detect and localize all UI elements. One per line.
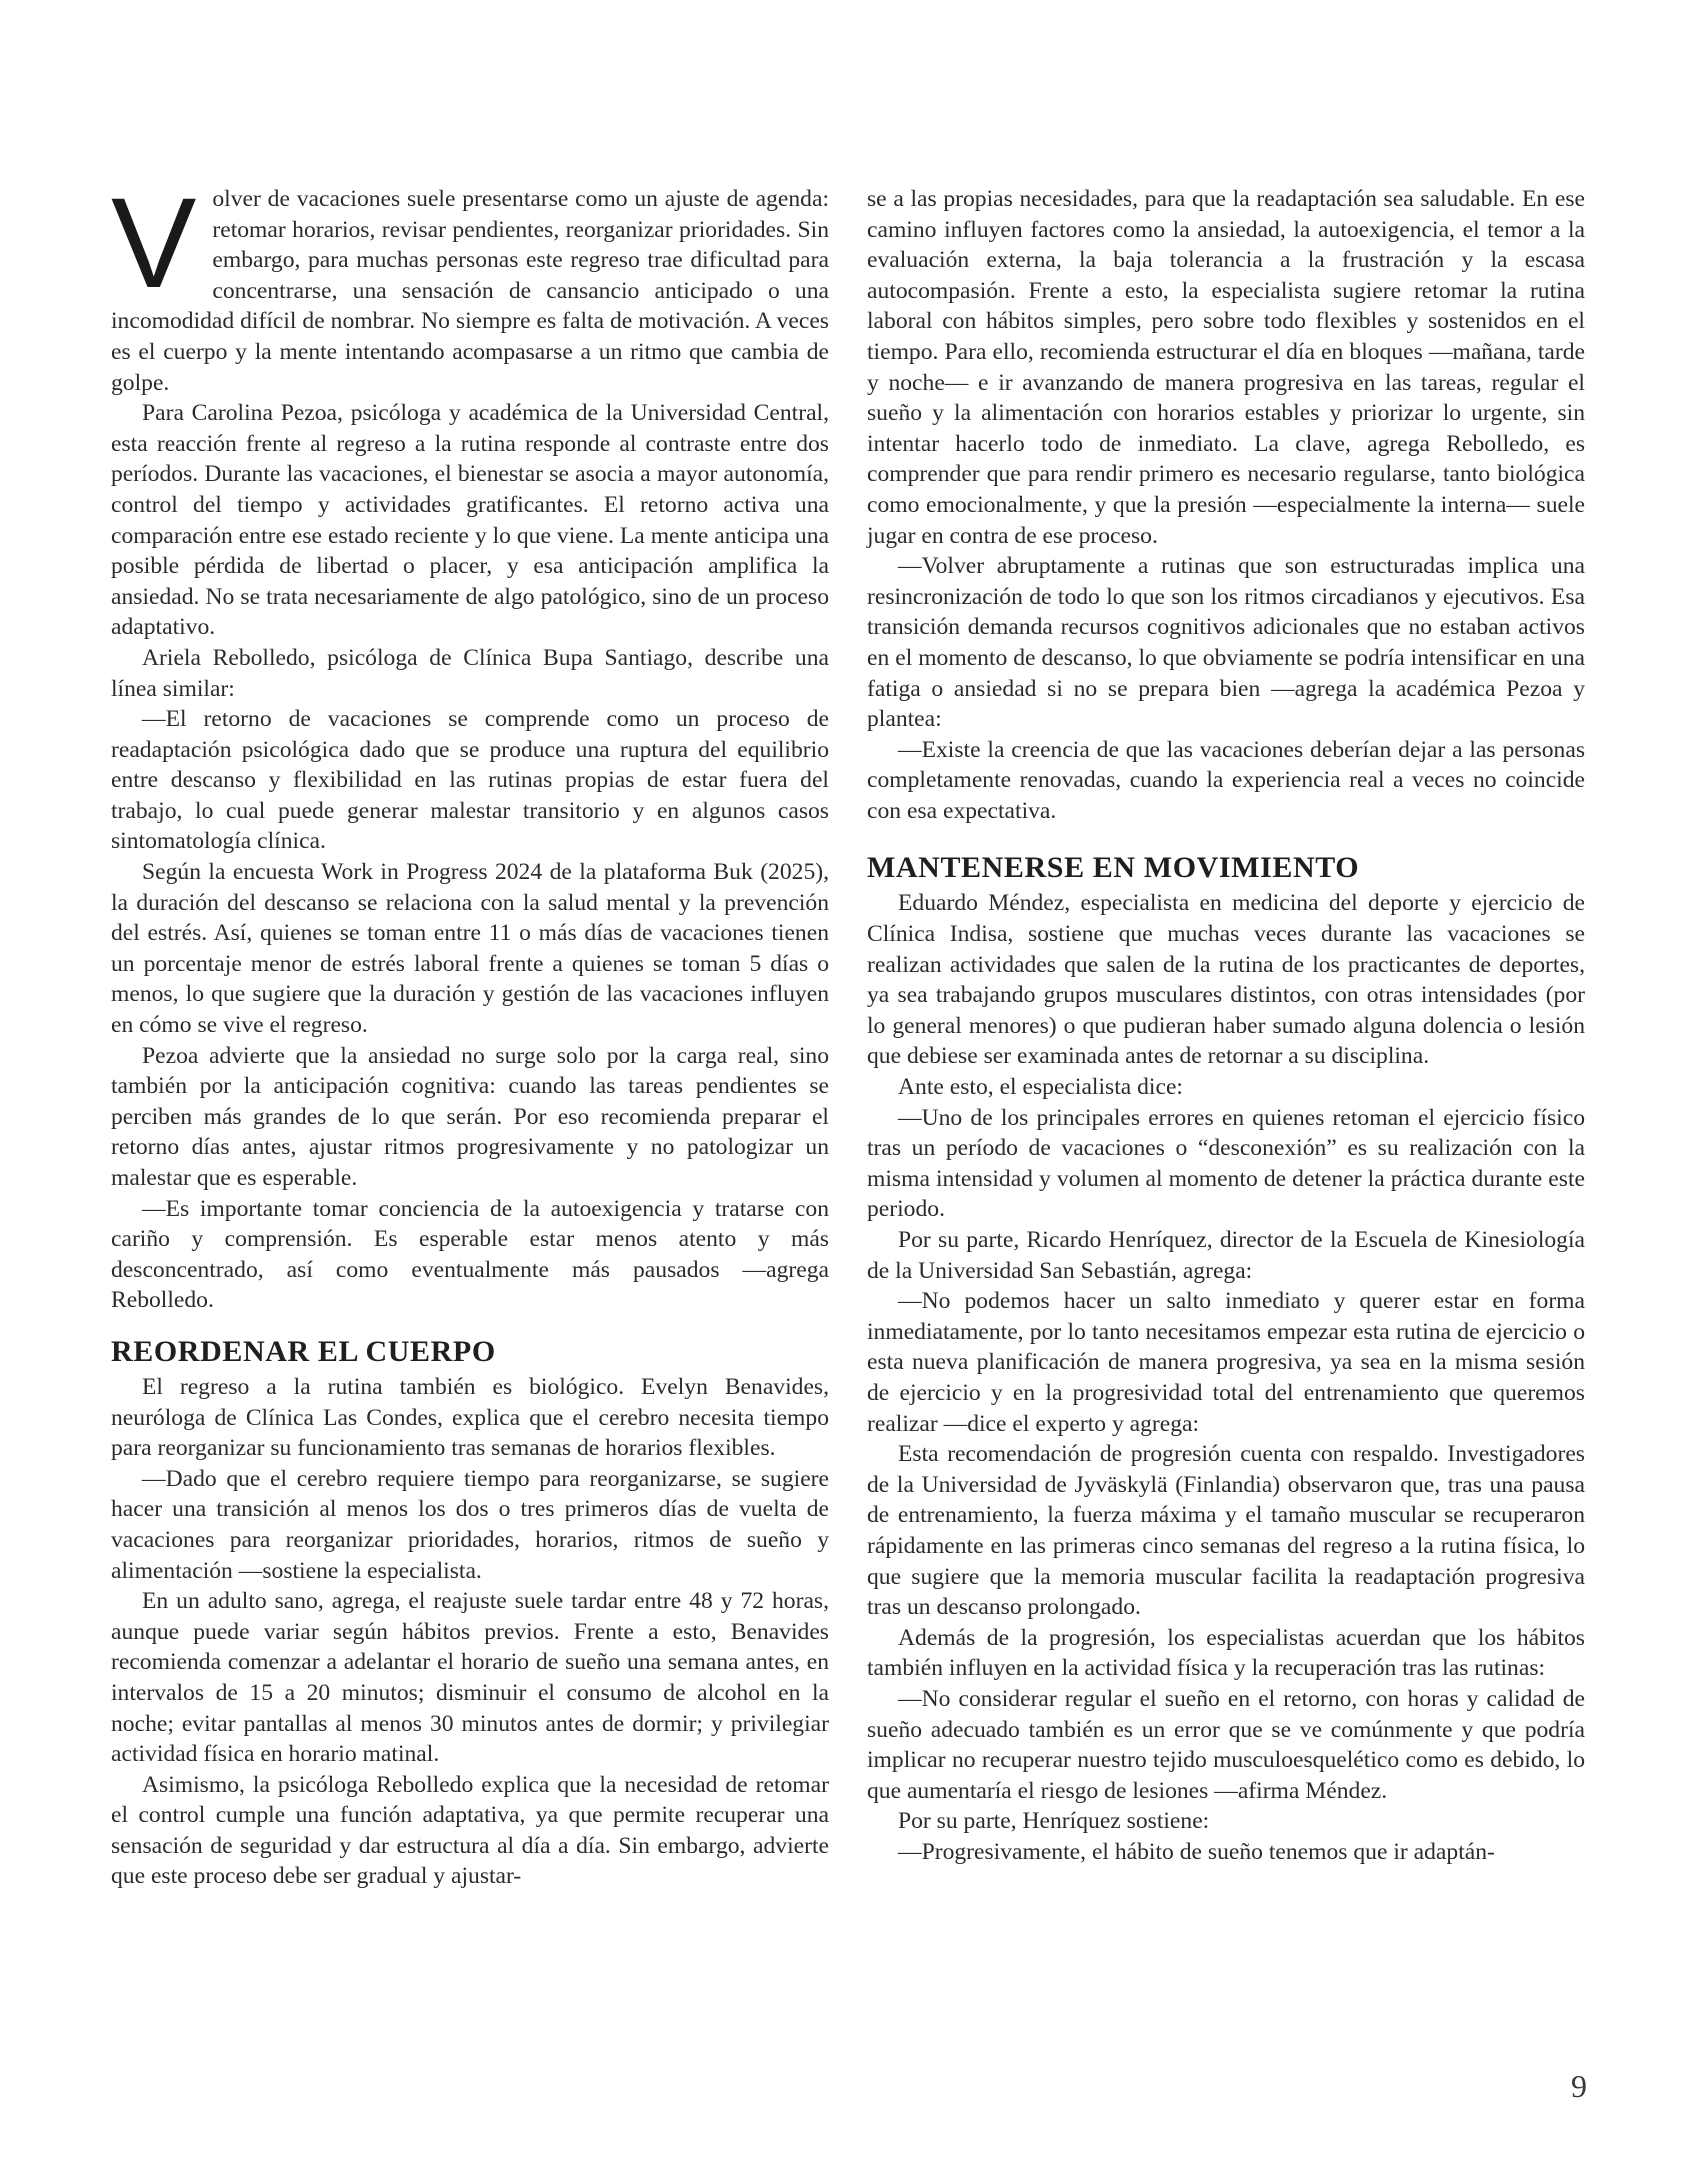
body-paragraph: Asimismo, la psicóloga Rebolledo explica que la necesidad de retomar el control cumple una función adaptativa, ya que permite recuperar una sensación de seguridad y dar estructura al día a día. Sin embargo, advierte que este proceso debe ser gradual y ajustar- xyxy=(111,1771,829,1890)
body-paragraph: Según la encuesta Work in Progress 2024 de la plataforma Buk (2025), la duración del descanso se relaciona con la salud mental y la prevención del estrés. Así, quienes se toman entre 11 o más días de vacaciones tienen un porcentaje menor de estrés laboral frente a quienes se toman 5 días o menos, lo que sugiere que la duración y gestión de las vacaciones influyen en cómo se vive el regreso. xyxy=(111,859,829,1039)
body-paragraph: Ariela Rebolledo, psicóloga de Clínica Bupa Santiago, describe una línea similar: xyxy=(111,644,829,702)
right-column xyxy=(867,184,1585,1867)
section-heading-mantenerse: MANTENERSE EN MOVIMIENTO xyxy=(867,851,1360,885)
quote-paragraph: —Dado que el cerebro requiere tiempo para reorganizarse, se sugiere hacer una transición al menos los dos o tres primeros días de vuelta de vacaciones para reorganizar prioridades, horarios, ritmos de sueño y alimentación —sostiene la especialista. xyxy=(111,1465,829,1584)
drop-cap-container xyxy=(111,172,197,315)
section-heading-reordenar: REORDENAR EL CUERPO xyxy=(111,1334,496,1368)
left-column xyxy=(111,172,829,1892)
quote-paragraph: —Progresivamente, el hábito de sueño tenemos que ir adaptán- xyxy=(898,1838,1495,1865)
quote-paragraph: —Es importante tomar conciencia de la autoexigencia y tratarse con cariño y comprensión. Es esperable estar menos atento y más desconcentrado, así como eventualmente más pausados —agrega Rebolledo. xyxy=(111,1195,829,1314)
body-paragraph: Esta recomendación de progresión cuenta con respaldo. Investigadores de la Universidad de Jyväskylä (Finlandia) observaron que, tras una pausa de entrenamiento, la fuerza máxima y el tamaño muscular se recuperaron rápidamente en las primeras cinco semanas del regreso a la rutina física, lo que sugiere que la memoria muscular facilita la readaptación progresiva tras un descanso prolongado. xyxy=(867,1441,1585,1621)
body-paragraph: Además de la progresión, los especialistas acuerdan que los hábitos también influyen en la actividad física y la recuperación tras las rutinas: xyxy=(867,1624,1585,1682)
page-number: 9 xyxy=(1571,2068,1587,2104)
body-paragraph: Ante esto, el especialista dice: xyxy=(898,1074,1183,1101)
quote-paragraph: —Existe la creencia de que las vacaciones deberían dejar a las personas completamente renovadas, cuando la experiencia real a veces no coincide con esa expectativa. xyxy=(867,736,1585,824)
body-paragraph: En un adulto sano, agrega, el reajuste suele tardar entre 48 y 72 horas, aunque puede variar según hábitos previos. Frente a esto, Benavides recomienda comenzar a adelantar el horario de sueño una semana antes, en intervalos de 15 a 20 minutos; disminuir el consumo de alcohol en la noche; evitar pantallas al menos 30 minutos antes de dormir; y privilegiar actividad física en horario matinal. xyxy=(111,1588,829,1768)
quote-paragraph: —No podemos hacer un salto inmediato y querer estar en forma inmediatamente, por lo tanto necesitamos empezar esta rutina de ejercicio o esta nueva planificación de manera progresiva, ya sea en la misma sesión de ejercicio y en la progresividad total del entrenamiento que queremos realizar —dice el experto y agrega: xyxy=(867,1288,1585,1437)
body-paragraph: El regreso a la rutina también es biológico. Evelyn Benavides, neuróloga de Clínica Las Condes, explica que el cerebro necesita tiempo para reorganizar su funcionamiento tras semanas de horarios flexibles. xyxy=(111,1373,829,1462)
body-paragraph: Por su parte, Henríquez sostiene: xyxy=(898,1808,1210,1835)
quote-paragraph: —Uno de los principales errores en quienes retoman el ejercicio físico tras un período de vacaciones o “desconexión” es su realización con la misma intensidad y volumen al momento de detener la práctica durante este periodo. xyxy=(867,1104,1585,1223)
quote-paragraph: —El retorno de vacaciones se comprende como un proceso de readaptación psicológica dado que se produce una ruptura del equilibrio entre descanso y flexibilidad en las rutinas propias de estar fuera del trabajo, lo cual puede generar malestar transitorio y en algunos casos sintomatología clínica. xyxy=(111,706,829,855)
quote-paragraph: —Volver abruptamente a rutinas que son estructuradas implica una resincronización de todo lo que son los ritmos circadianos y ejecutivos. Esa transición demanda recursos cognitivos adicionales que no estaban activos en el momento de descanso, lo que obviamente se podría intensificar en una fatiga o ansiedad si no se prepara bien —agrega la académica Pezoa y plantea: xyxy=(867,553,1585,733)
intro-text: olver de vacaciones suele presentarse como un ajuste de agenda: retomar horarios, revisar pendientes, reorganizar prioridades. Sin embargo, para muchas personas este regreso trae dificultad para concentrarse, una sensación de cansancio anticipado o una incomodidad difícil de nombrar. No siempre es falta de motivación. A veces es el cuerpo y la mente intentando acompasarse a un ritmo que cambia de golpe. xyxy=(111,186,829,396)
continuation-paragraph: se a las propias necesidades, para que la readaptación sea saludable. En ese camino influyen factores como la ansiedad, la autoexigencia, el temor a la evaluación externa, la baja tolerancia a la frustración y la escasa autocompasión. Frente a esto, la especialista sugiere retomar la rutina laboral con hábitos simples, pero sobre todo flexibles y sostenidos en el tiempo. Para ello, recomienda estructurar el día en bloques —mañana, tarde y noche— e ir avanzando de manera progresiva en las tareas, regular el sueño y la alimentación con horarios estables y priorizar lo urgente, sin intentar hacerlo todo de inmediato. La clave, agrega Rebolledo, es comprender que para rendir primero es necesario regularse, tanto biológica como emocionalmente, y que la presión —especialmente la interna— suele jugar en contra de ese proceso. xyxy=(867,186,1585,549)
quote-paragraph: —No considerar regular el sueño en el retorno, con horas y calidad de sueño adecuado también es un error que se ve comúnmente y que podría implicar no recuperar nuestro tejido musculoesquelético como es debido, lo que aumentaría el riesgo de lesiones —afirma Méndez. xyxy=(867,1685,1585,1804)
body-paragraph: Eduardo Méndez, especialista en medicina del deporte y ejercicio de Clínica Indisa, sostiene que muchas veces durante las vacaciones se realizan actividades que salen de la rutina de los practicantes de deportes, ya sea trabajando grupos musculares distintos, con otras intensidades (por lo general menores) o que pudieran haber sumado alguna dolencia o lesión que debiese ser examinada antes de retornar a su disciplina. xyxy=(867,890,1585,1070)
body-paragraph: Para Carolina Pezoa, psicóloga y académica de la Universidad Central, esta reacción frente al regreso a la rutina responde al contraste entre dos períodos. Durante las vacaciones, el bienestar se asocia a mayor autonomía, control del tiempo y actividades gratificantes. El retorno activa una comparación entre ese estado reciente y lo que viene. La mente anticipa una posible pérdida de libertad o placer, y esa anticipación amplifica la ansiedad. No se trata necesariamente de algo patológico, sino de un proceso adaptativo. xyxy=(111,400,829,641)
body-paragraph: Pezoa advierte que la ansiedad no surge solo por la carga real, sino también por la anticipación cognitiva: cuando las tareas pendientes se perciben más grandes de lo que serán. Por eso recomienda preparar el retorno días antes, ajustar ritmos progresivamente y no patologizar un malestar que es esperable. xyxy=(111,1042,829,1191)
drop-cap: V xyxy=(111,172,197,315)
intro-paragraph xyxy=(111,172,829,398)
body-paragraph: Por su parte, Ricardo Henríquez, director de la Escuela de Kinesiología de la Universidad San Sebastián, agrega: xyxy=(867,1227,1585,1284)
